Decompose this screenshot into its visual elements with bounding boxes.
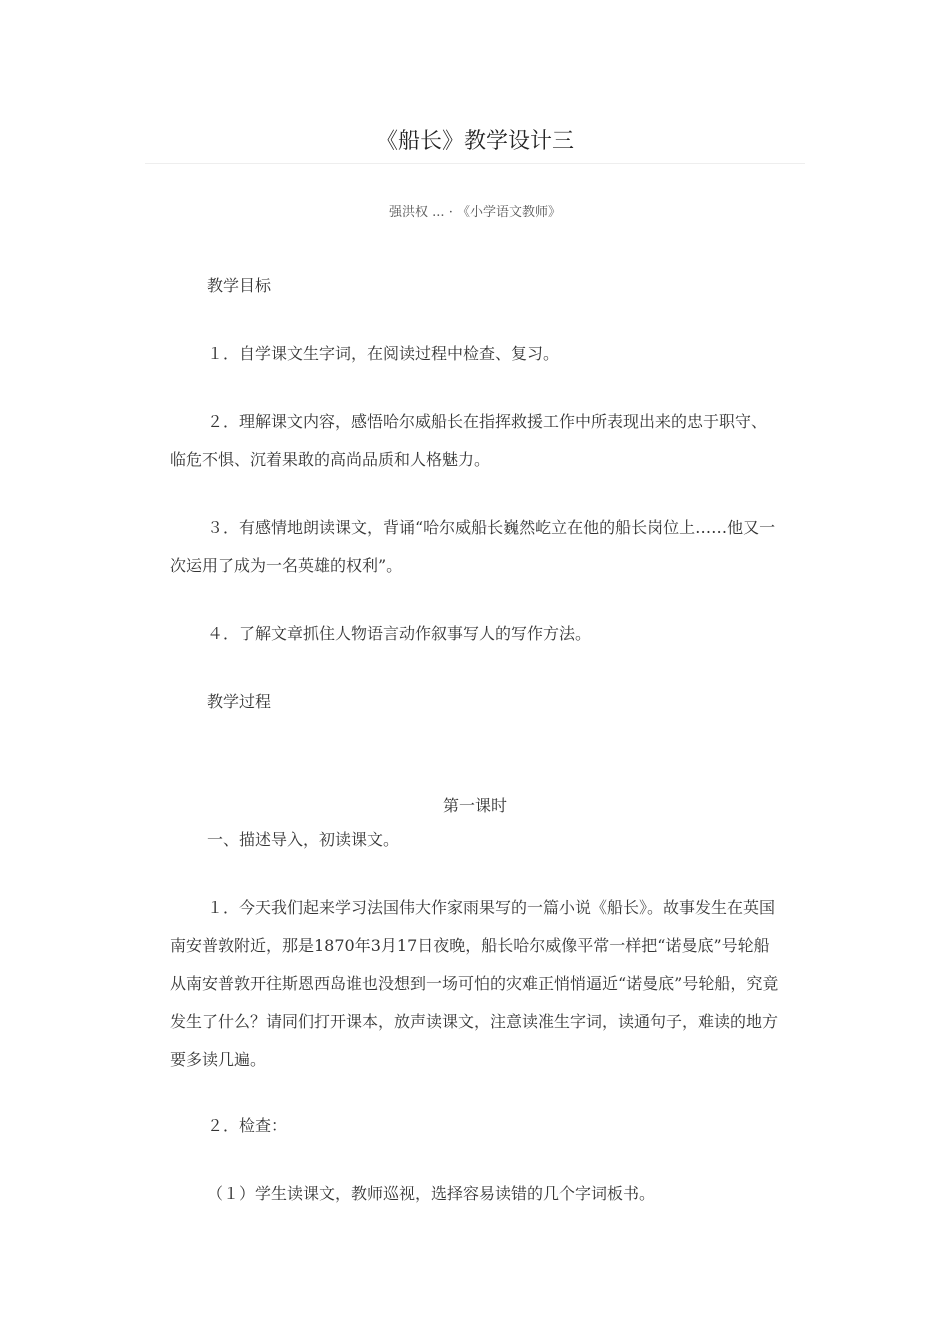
section-heading-process: 教学过程 [207, 692, 272, 711]
step-paragraph-2: ２．检查： [207, 1116, 288, 1135]
step-heading: 一、描述导入，初读课文。 [207, 830, 400, 849]
document-title: 《船长》教学设计三 [375, 129, 574, 154]
objective-item-2: ２．理解课文内容，感悟哈尔威船长在指挥救援工作中所表现出来的忠于职守、临危不惧、沉着果敢的高尚品质和人格魅力。 [170, 412, 768, 469]
section-heading-objectives: 教学目标 [207, 276, 272, 295]
step-subitem-1: （１）学生读课文，教师巡视，选择容易读错的几个字词板书。 [207, 1184, 656, 1203]
objective-item-4: ４．了解文章抓住人物语言动作叙事写人的写作方法。 [207, 624, 592, 643]
objective-item-3: ３．有感情地朗读课文，背诵“哈尔威船长巍然屹立在他的船长岗位上……他又一次运用了成为一名英雄的权利”。 [170, 518, 776, 575]
author-byline: 强洪权 ... · 《小学语文教师》 [389, 205, 561, 220]
lesson-heading: 第一课时 [442, 796, 507, 815]
step-paragraph-1: １．今天我们起来学习法国伟大作家雨果写的一篇小说《船长》。故事发生在英国南安普敦附近，那是1870年3月17日夜晚，船长哈尔威像平常一样把“诺曼底”号轮船从南安普敦开往斯恩西岛谁也没想到一场可怕的灾难正悄悄逼近“诺曼底”号轮船，究竟发生了什么？请同们打开课本，放声读课文，注意读准生字词，读通句子，难读的地方要多读几遍。 [170, 898, 779, 1069]
objective-item-1: １．自学课文生字词，在阅读过程中检查、复习。 [207, 344, 560, 363]
title-divider [145, 163, 805, 164]
